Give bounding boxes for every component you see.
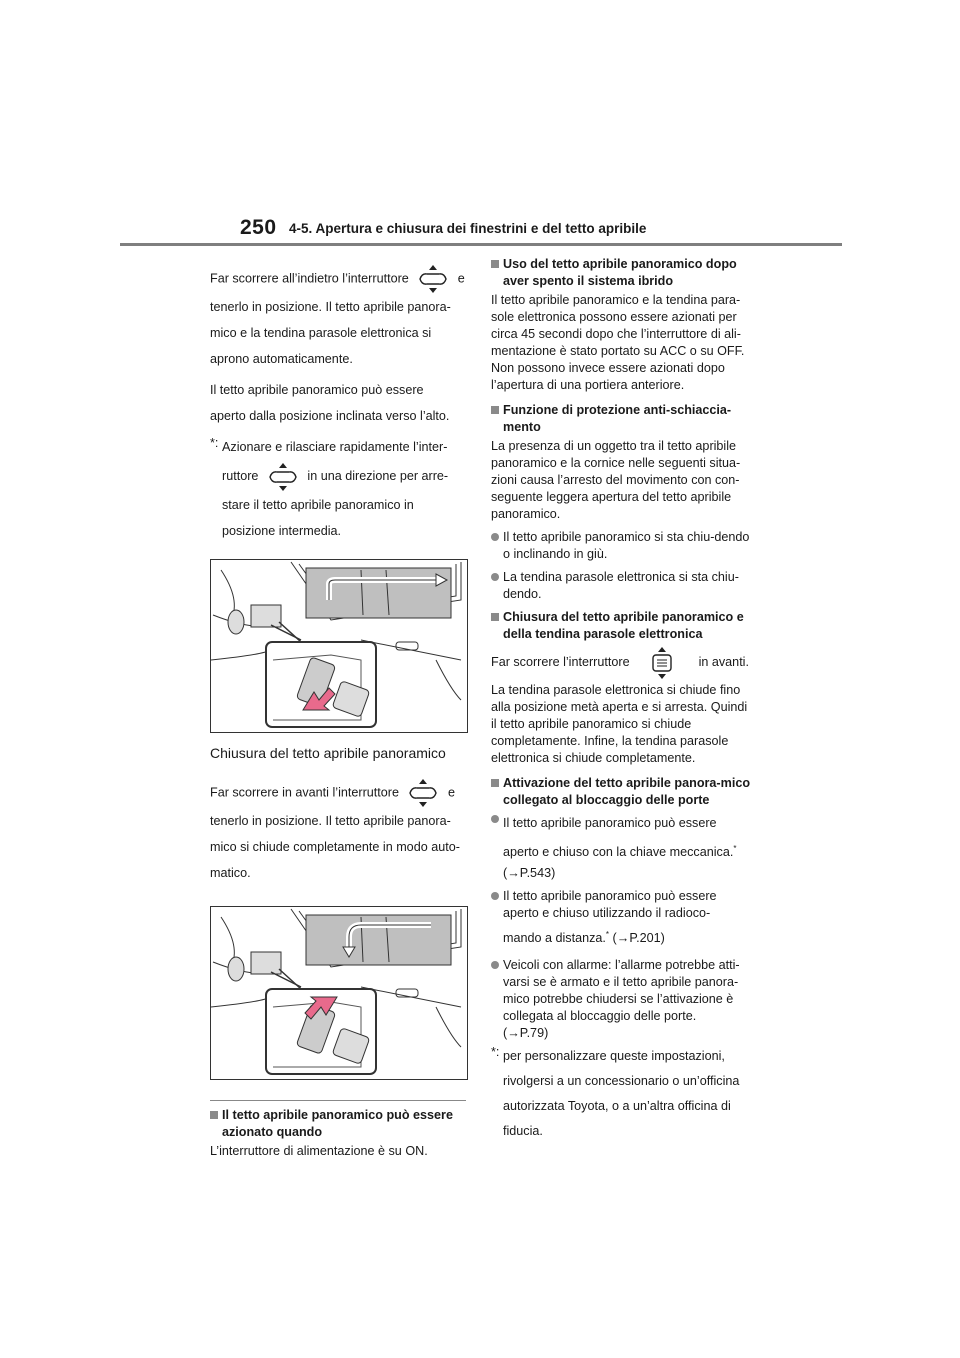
paragraph: tenerlo in posizione. Il tetto apribile panora-	[210, 813, 451, 828]
paragraph: mico si chiude completamente in modo auto-	[210, 839, 460, 854]
list-item: La tendina parasole elettronica si sta chiu-dendo.	[491, 569, 753, 603]
list-item: Il tetto apribile panoramico si sta chiu-dendo o inclinando in giù.	[491, 529, 753, 563]
paragraph: matico.	[210, 865, 251, 880]
left-column	[210, 264, 470, 1166]
footnote-text: Azionare e rilasciare rapidamente l’inter-	[222, 440, 448, 454]
slide-switch-icon	[415, 264, 451, 294]
header-divider	[120, 243, 842, 246]
slide-switch-front-icon	[647, 646, 677, 680]
list-item: Il tetto apribile panoramico può essere aperto e chiuso utilizzando il radioco- mando a distanza.* (→P.201)	[491, 888, 753, 951]
text: Far scorrere l’interruttore	[491, 655, 630, 669]
paragraph	[210, 778, 470, 808]
footnote-mark: *:	[210, 436, 219, 450]
slide-switch-icon	[265, 462, 301, 492]
section-divider	[210, 1100, 466, 1101]
footnote-text: autorizzata Toyota, o a un’altra officina di	[503, 1099, 731, 1114]
paragraph: La presenza di un oggetto tra il tetto apribile panoramico e la cornice nelle seguenti situa-zioni causa l’arresto del movimento con con-seguente leggera apertura del tetto apribile panoramico.	[491, 439, 741, 521]
illustration-drawing	[211, 560, 467, 732]
list-item: Veicoli con allarme: l’allarme potrebbe atti-varsi se è armato e il tetto apribile panora-mico potrebbe chiudersi se l’attivazione è collegata al bloccaggio delle porte. (→P.79)	[491, 957, 753, 1042]
illustration-drawing	[211, 907, 467, 1079]
text: in avanti.	[698, 655, 749, 669]
figure-caption: Chiusura del tetto apribile panoramico	[210, 744, 446, 761]
paragraph: tenerlo in posizione. Il tetto apribile panora-	[210, 300, 451, 314]
paragraph: L’interruttore di alimentazione è su ON.	[210, 1143, 428, 1158]
text: Far scorrere all’indietro l’interruttore	[210, 271, 409, 286]
sunroof-open-illustration	[210, 559, 468, 733]
section-heading: Chiusura del tetto apribile panoramico e della tendina parasole elettronica	[491, 609, 753, 643]
paragraph: aperto dalla posizione inclinata verso l’alto.	[210, 409, 450, 423]
right-column	[491, 256, 753, 1146]
paragraph: Il tetto apribile panoramico e la tendina para-sole elettronica possono essere azionati per circa 45 secondi dopo che l’interruttore di ali-mentazione è stato portato su ACC o su OFF. Non possono invece essere azionati dopo l’apertura di una portiera anteriore.	[491, 293, 745, 392]
section-heading: Uso del tetto apribile panoramico dopo aver spento il sistema ibrido	[491, 256, 753, 290]
page-number: 250	[240, 216, 277, 239]
paragraph: mico e la tendina parasole elettronica si	[210, 326, 432, 340]
footnote-text: posizione intermedia.	[222, 523, 342, 538]
footnote-text: per personalizzare queste impostazioni,	[503, 1049, 725, 1064]
text: e	[447, 785, 455, 799]
text: Far scorrere in avanti l’interruttore	[210, 785, 399, 799]
footnote-text: stare il tetto apribile panoramico in	[222, 497, 414, 512]
footnote-text: fiducia.	[503, 1124, 543, 1139]
slide-switch-icon	[405, 778, 441, 808]
footnote	[491, 1044, 753, 1144]
section-heading: Funzione di protezione anti-schiaccia-mento	[491, 402, 753, 436]
footnote-mark: *:	[491, 1045, 500, 1060]
chapter-title: 4-5. Apertura e chiusura dei finestrini e del tetto apribile	[289, 221, 647, 236]
paragraph	[210, 264, 470, 294]
paragraph: Il tetto apribile panoramico può essere	[210, 383, 424, 397]
paragraph	[491, 645, 753, 680]
footnote	[210, 435, 470, 545]
section-heading: Il tetto apribile panoramico può essere azionato quando	[210, 1107, 470, 1141]
footnote-text: ruttore in una direzione per arre-	[222, 461, 448, 492]
paragraph: aprono automaticamente.	[210, 352, 353, 366]
section-heading: Attivazione del tetto apribile panora-mico collegato al bloccaggio delle porte	[491, 775, 753, 809]
text: e	[457, 271, 465, 286]
list-item: Il tetto apribile panoramico può essere aperto e chiuso con la chiave meccanica.* (→P.543)	[491, 811, 753, 882]
footnote-text: rivolgersi a un concessionario o un’officina	[503, 1074, 740, 1089]
sunroof-close-illustration	[210, 906, 468, 1080]
paragraph: La tendina parasole elettronica si chiude fino alla posizione metà aperta e si arresta. Quindi il tetto apribile panoramico si chiude completamente. Infine, la tendina parasole elettronica si chiude completamente.	[491, 682, 748, 765]
